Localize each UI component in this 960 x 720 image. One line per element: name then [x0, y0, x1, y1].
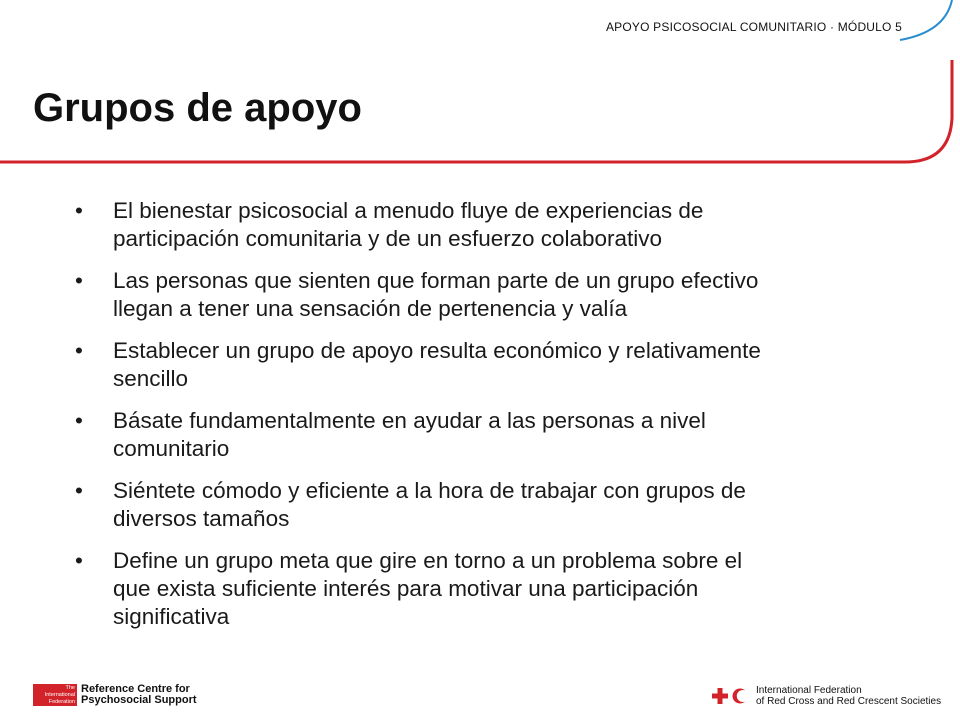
bullet-item	[75, 337, 895, 393]
bullet-dot: •	[75, 198, 83, 223]
bullet-line: sencillo	[113, 366, 189, 391]
reference-centre-name	[81, 684, 197, 706]
ifrc-federation-logo	[712, 684, 941, 708]
bullet-dot: •	[75, 478, 83, 503]
bullet-dot: •	[75, 338, 83, 363]
bullet-dot: •	[75, 548, 83, 573]
bullet-line: diversos tamaños	[113, 506, 290, 531]
logo-text-line: International	[44, 692, 75, 698]
bullet-line: significativa	[113, 604, 230, 629]
bullet-line: comunitario	[113, 436, 230, 461]
bullet-dot: •	[75, 268, 83, 293]
ifrc-logo-box	[33, 684, 77, 706]
red-crescent-icon	[732, 688, 748, 704]
bullet-line: participación comunitaria y de un esfuerzo colaborativo	[113, 226, 663, 251]
logo-text-line: Federation	[48, 699, 75, 705]
bullet-line: El bienestar psicosocial a menudo fluye de experiencias de	[113, 198, 704, 223]
federation-name	[756, 685, 941, 707]
reference-centre-line: Psychosocial Support	[81, 694, 197, 706]
bullet-line: Define un grupo meta que gire en torno a un problema sobre el	[113, 548, 743, 573]
slide-title: Grupos de apoyo	[33, 86, 362, 130]
reference-centre-line: Reference Centre for	[81, 683, 190, 695]
red-cross-icon	[712, 688, 728, 704]
bullet-item	[75, 477, 895, 533]
bullet-item	[75, 407, 895, 463]
reference-centre-logo	[33, 684, 197, 706]
bullet-list	[75, 197, 895, 645]
bullet-line: que exista suficiente interés para motivar una participación	[113, 576, 699, 601]
bullet-item	[75, 547, 895, 631]
bullet-line: Básate fundamentalmente en ayudar a las personas a nivel	[113, 408, 706, 433]
bullet-line: Siéntete cómodo y eficiente a la hora de trabajar con grupos de	[113, 478, 746, 503]
bullet-line: Las personas que sienten que forman parte de un grupo efectivo	[113, 268, 759, 293]
federation-line: International Federation	[756, 685, 862, 696]
bullet-item	[75, 197, 895, 253]
red-cross-crescent-emblems	[712, 688, 748, 704]
federation-line: of Red Cross and Red Crescent Societies	[756, 696, 942, 707]
bullet-line: Establecer un grupo de apoyo resulta económico y relativamente	[113, 338, 761, 363]
module-header-label: APOYO PSICOSOCIAL COMUNITARIO · MÓDULO 5	[605, 20, 902, 34]
bullet-line: llegan a tener una sensación de pertenencia y valía	[113, 296, 628, 321]
bullet-dot: •	[75, 408, 83, 433]
bullet-item	[75, 267, 895, 323]
logo-text-line: The	[65, 685, 75, 691]
